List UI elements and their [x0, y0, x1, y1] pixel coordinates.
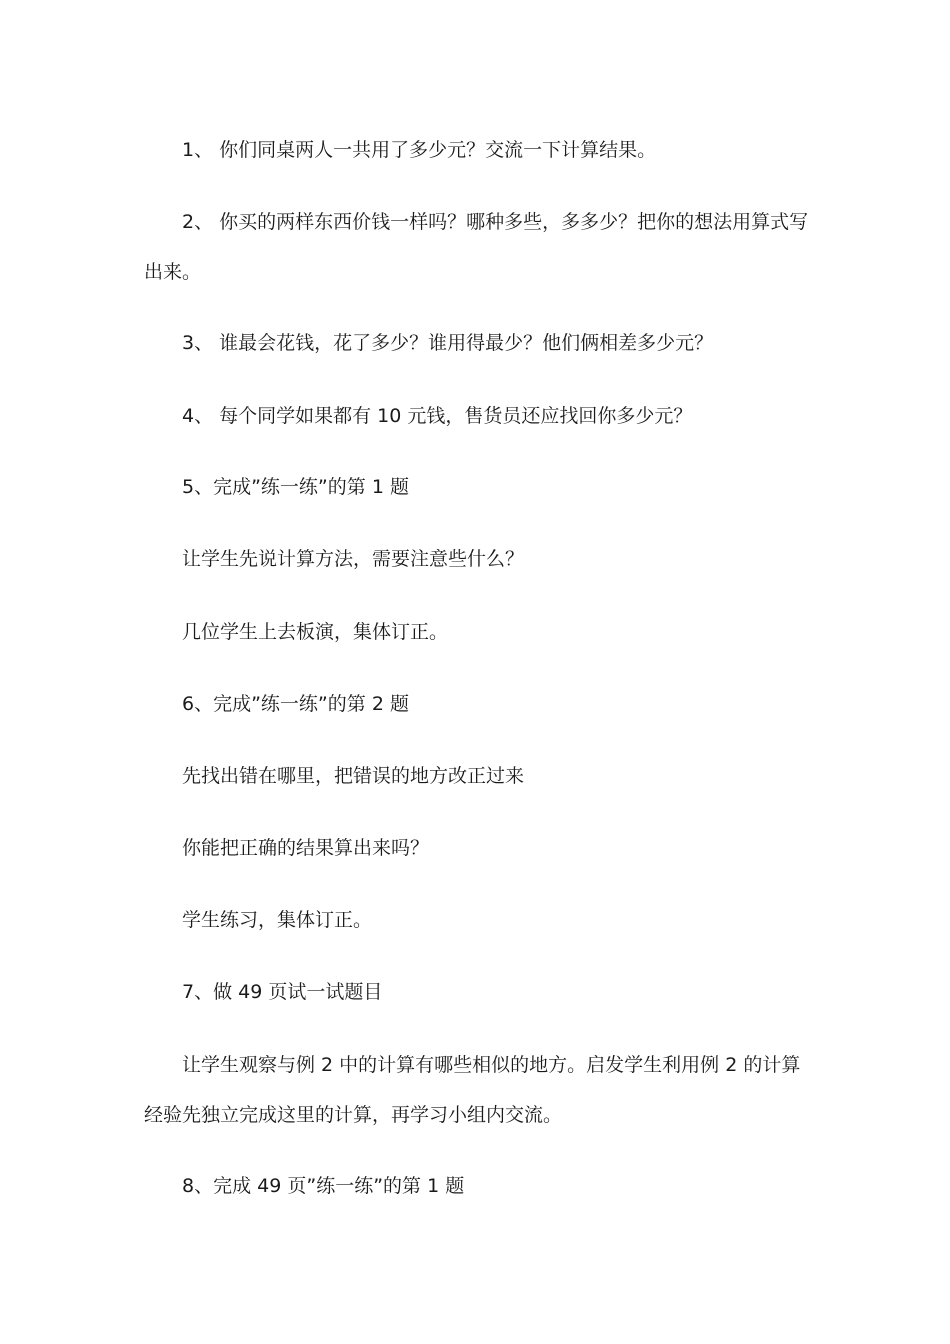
paragraph-2: 2、 你买的两样东西价钱一样吗？哪种多些，多多少？把你的想法用算式写出来。 — [144, 211, 809, 283]
paragraph-4: 4、 每个同学如果都有 10 元钱，售货员还应找回你多少元？ — [182, 405, 693, 427]
paragraph-8: 6、完成”练一练”的第 2 题 — [182, 693, 409, 715]
paragraph-12: 7、做 49 页试一试题目 — [182, 981, 383, 1003]
paragraph-6: 让学生先说计算方法，需要注意些什么？ — [182, 548, 525, 570]
paragraph-3: 3、 谁最会花钱，花了多少？谁用得最少？他们俩相差多少元？ — [182, 332, 714, 354]
paragraph-13: 让学生观察与例 2 中的计算有哪些相似的地方。启发学生利用例 2 的计算经验先独立完成这里的计算，再学习小组内交流。 — [144, 1054, 801, 1126]
paragraph-14: 8、完成 49 页”练一练”的第 1 题 — [182, 1175, 465, 1197]
paragraph-5: 5、完成”练一练”的第 1 题 — [182, 476, 409, 498]
paragraph-1: 1、 你们同桌两人一共用了多少元？交流一下计算结果。 — [182, 139, 657, 161]
paragraph-11: 学生练习，集体订正。 — [182, 909, 373, 931]
paragraph-10: 你能把正确的结果算出来吗？ — [182, 837, 430, 859]
paragraph-9: 先找出错在哪里，把错误的地方改正过来 — [182, 765, 525, 787]
paragraph-7: 几位学生上去板演，集体订正。 — [182, 621, 449, 643]
